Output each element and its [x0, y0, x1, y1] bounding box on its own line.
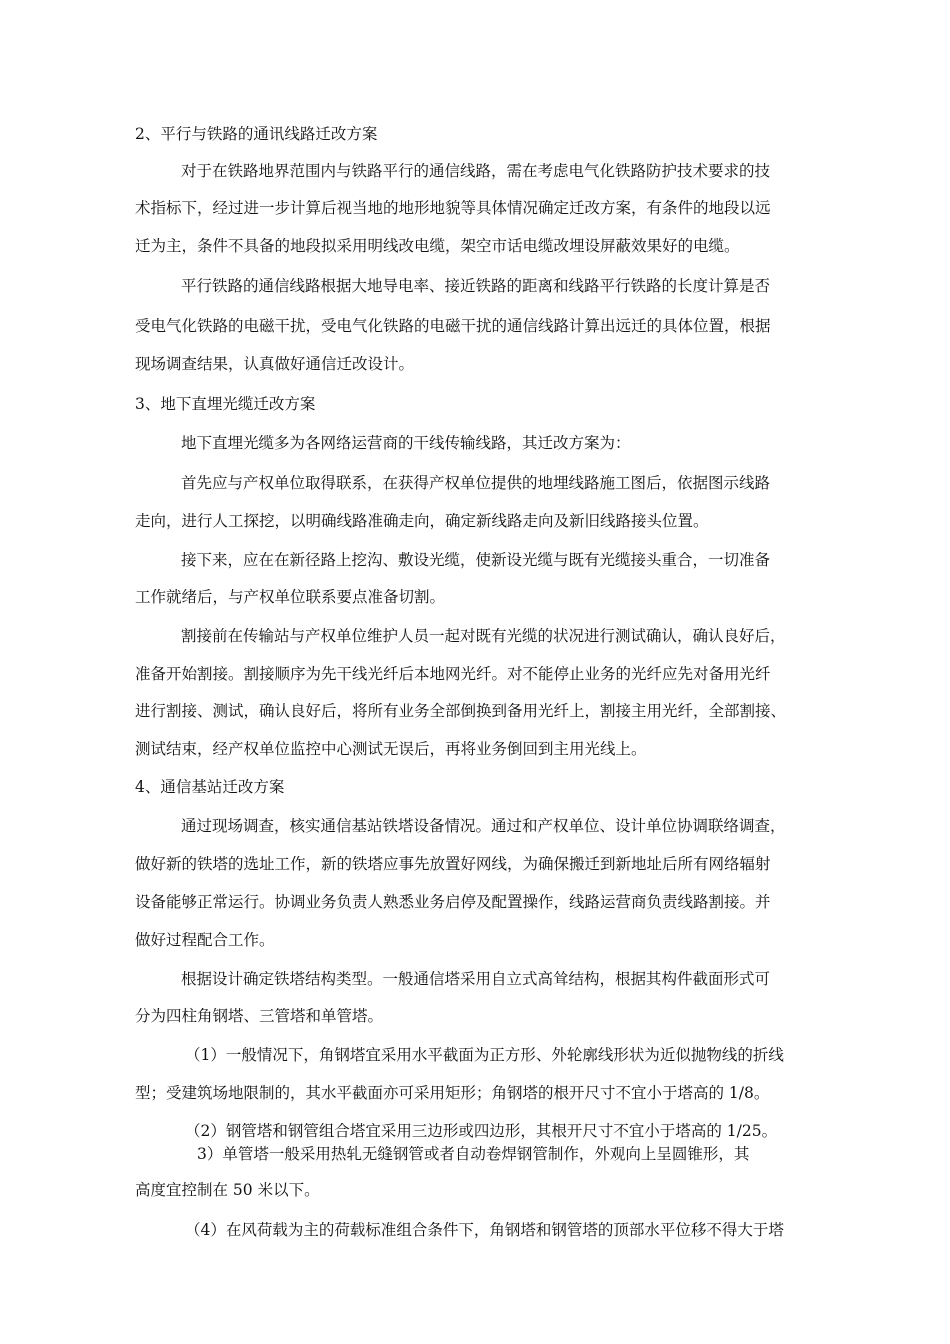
paragraph-line: 现场调查结果，认真做好通信迁改设计。: [135, 355, 415, 373]
section-heading: 3、地下直埋光缆迁改方案: [135, 395, 316, 413]
paragraph-line: 进行割接、测试，确认良好后，将所有业务全部倒换到备用光纤上，割接主用光纤，全部割接、: [135, 702, 787, 720]
paragraph-line: 受电气化铁路的电磁干扰，受电气化铁路的电磁干扰的通信线路计算出远迁的具体位置，根据: [135, 317, 771, 335]
paragraph-line: 平行铁路的通信线路根据大地导电率、接近铁路的距离和线路平行铁路的长度计算是否: [181, 277, 771, 295]
paragraph-line: 准备开始割接。割接顺序为先干线光纤后本地网光纤。对不能停止业务的光纤应先对备用光纤: [135, 665, 771, 683]
paragraph-line: 接下来，应在在新径路上挖沟、敷设光缆，使新设光缆与既有光缆接头重合，一切准备: [181, 551, 771, 569]
paragraph-line: 割接前在传输站与产权单位维护人员一起对既有光缆的状况进行测试确认，确认良好后，: [181, 627, 786, 645]
paragraph-line: 工作就绪后，与产权单位联系要点准备切割。: [135, 588, 446, 606]
section-heading: 4、通信基站迁改方案: [135, 778, 285, 796]
paragraph-line: 分为四柱角钢塔、三管塔和单管塔。: [135, 1007, 384, 1025]
list-item-line: 型；受建筑场地限制的，其水平截面亦可采用矩形；角钢塔的根开尺寸不宜小于塔高的 1/8。: [135, 1084, 770, 1102]
section-heading: 2、平行与铁路的通讯线路迁改方案: [135, 125, 378, 143]
list-item-line: （2）钢管塔和钢管组合塔宜采用三边形或四边形，其根开尺寸不宜小于塔高的 1/25。: [185, 1122, 778, 1140]
paragraph-line: 术指标下，经过进一步计算后视当地的地形地貌等具体情况确定迁改方案，有条件的地段以远: [135, 199, 771, 217]
list-item-line: 高度宜控制在 50 米以下。: [135, 1181, 320, 1199]
paragraph-line: 通过现场调查，核实通信基站铁塔设备情况。通过和产权单位、设计单位协调联络调查，: [181, 817, 786, 835]
paragraph-line: 做好新的铁塔的选址工作，新的铁塔应事先放置好网线，为确保搬迁到新地址后所有网络辐射: [135, 855, 771, 873]
paragraph-line: 地下直埋光缆多为各网络运营商的干线传输线路，其迁改方案为：: [181, 434, 631, 452]
paragraph-line: 设备能够正常运行。协调业务负责人熟悉业务启停及配置操作，线路运营商负责线路割接。并: [135, 893, 771, 911]
paragraph-line: 走向，进行人工探挖，以明确线路准确走向，确定新线路走向及新旧线路接头位置。: [135, 512, 709, 530]
list-item-line: （4）在风荷载为主的荷载标准组合条件下，角钢塔和钢管塔的顶部水平位移不得大于塔: [185, 1221, 784, 1239]
list-item-line: 3）单管塔一般采用热轧无缝钢管或者自动卷焊钢管制作，外观向上呈圆锥形，其: [197, 1145, 750, 1163]
paragraph-line: 测试结束，经产权单位监控中心测试无误后，再将业务倒回到主用光线上。: [135, 740, 647, 758]
paragraph-line: 做好过程配合工作。: [135, 931, 275, 949]
paragraph-line: 对于在铁路地界范围内与铁路平行的通信线路，需在考虑电气化铁路防护技术要求的技: [181, 162, 771, 180]
paragraph-line: 迁为主，条件不具备的地段拟采用明线改电缆，架空市话电缆改埋设屏蔽效果好的电缆。: [135, 237, 740, 255]
list-item-line: （1）一般情况下，角钢塔宜采用水平截面为正方形、外轮廓线形状为近似抛物线的折线: [185, 1046, 784, 1064]
paragraph-line: 首先应与产权单位取得联系，在获得产权单位提供的地埋线路施工图后，依据图示线路: [181, 474, 771, 492]
paragraph-line: 根据设计确定铁塔结构类型。一般通信塔采用自立式高耸结构，根据其构件截面形式可: [181, 970, 771, 988]
